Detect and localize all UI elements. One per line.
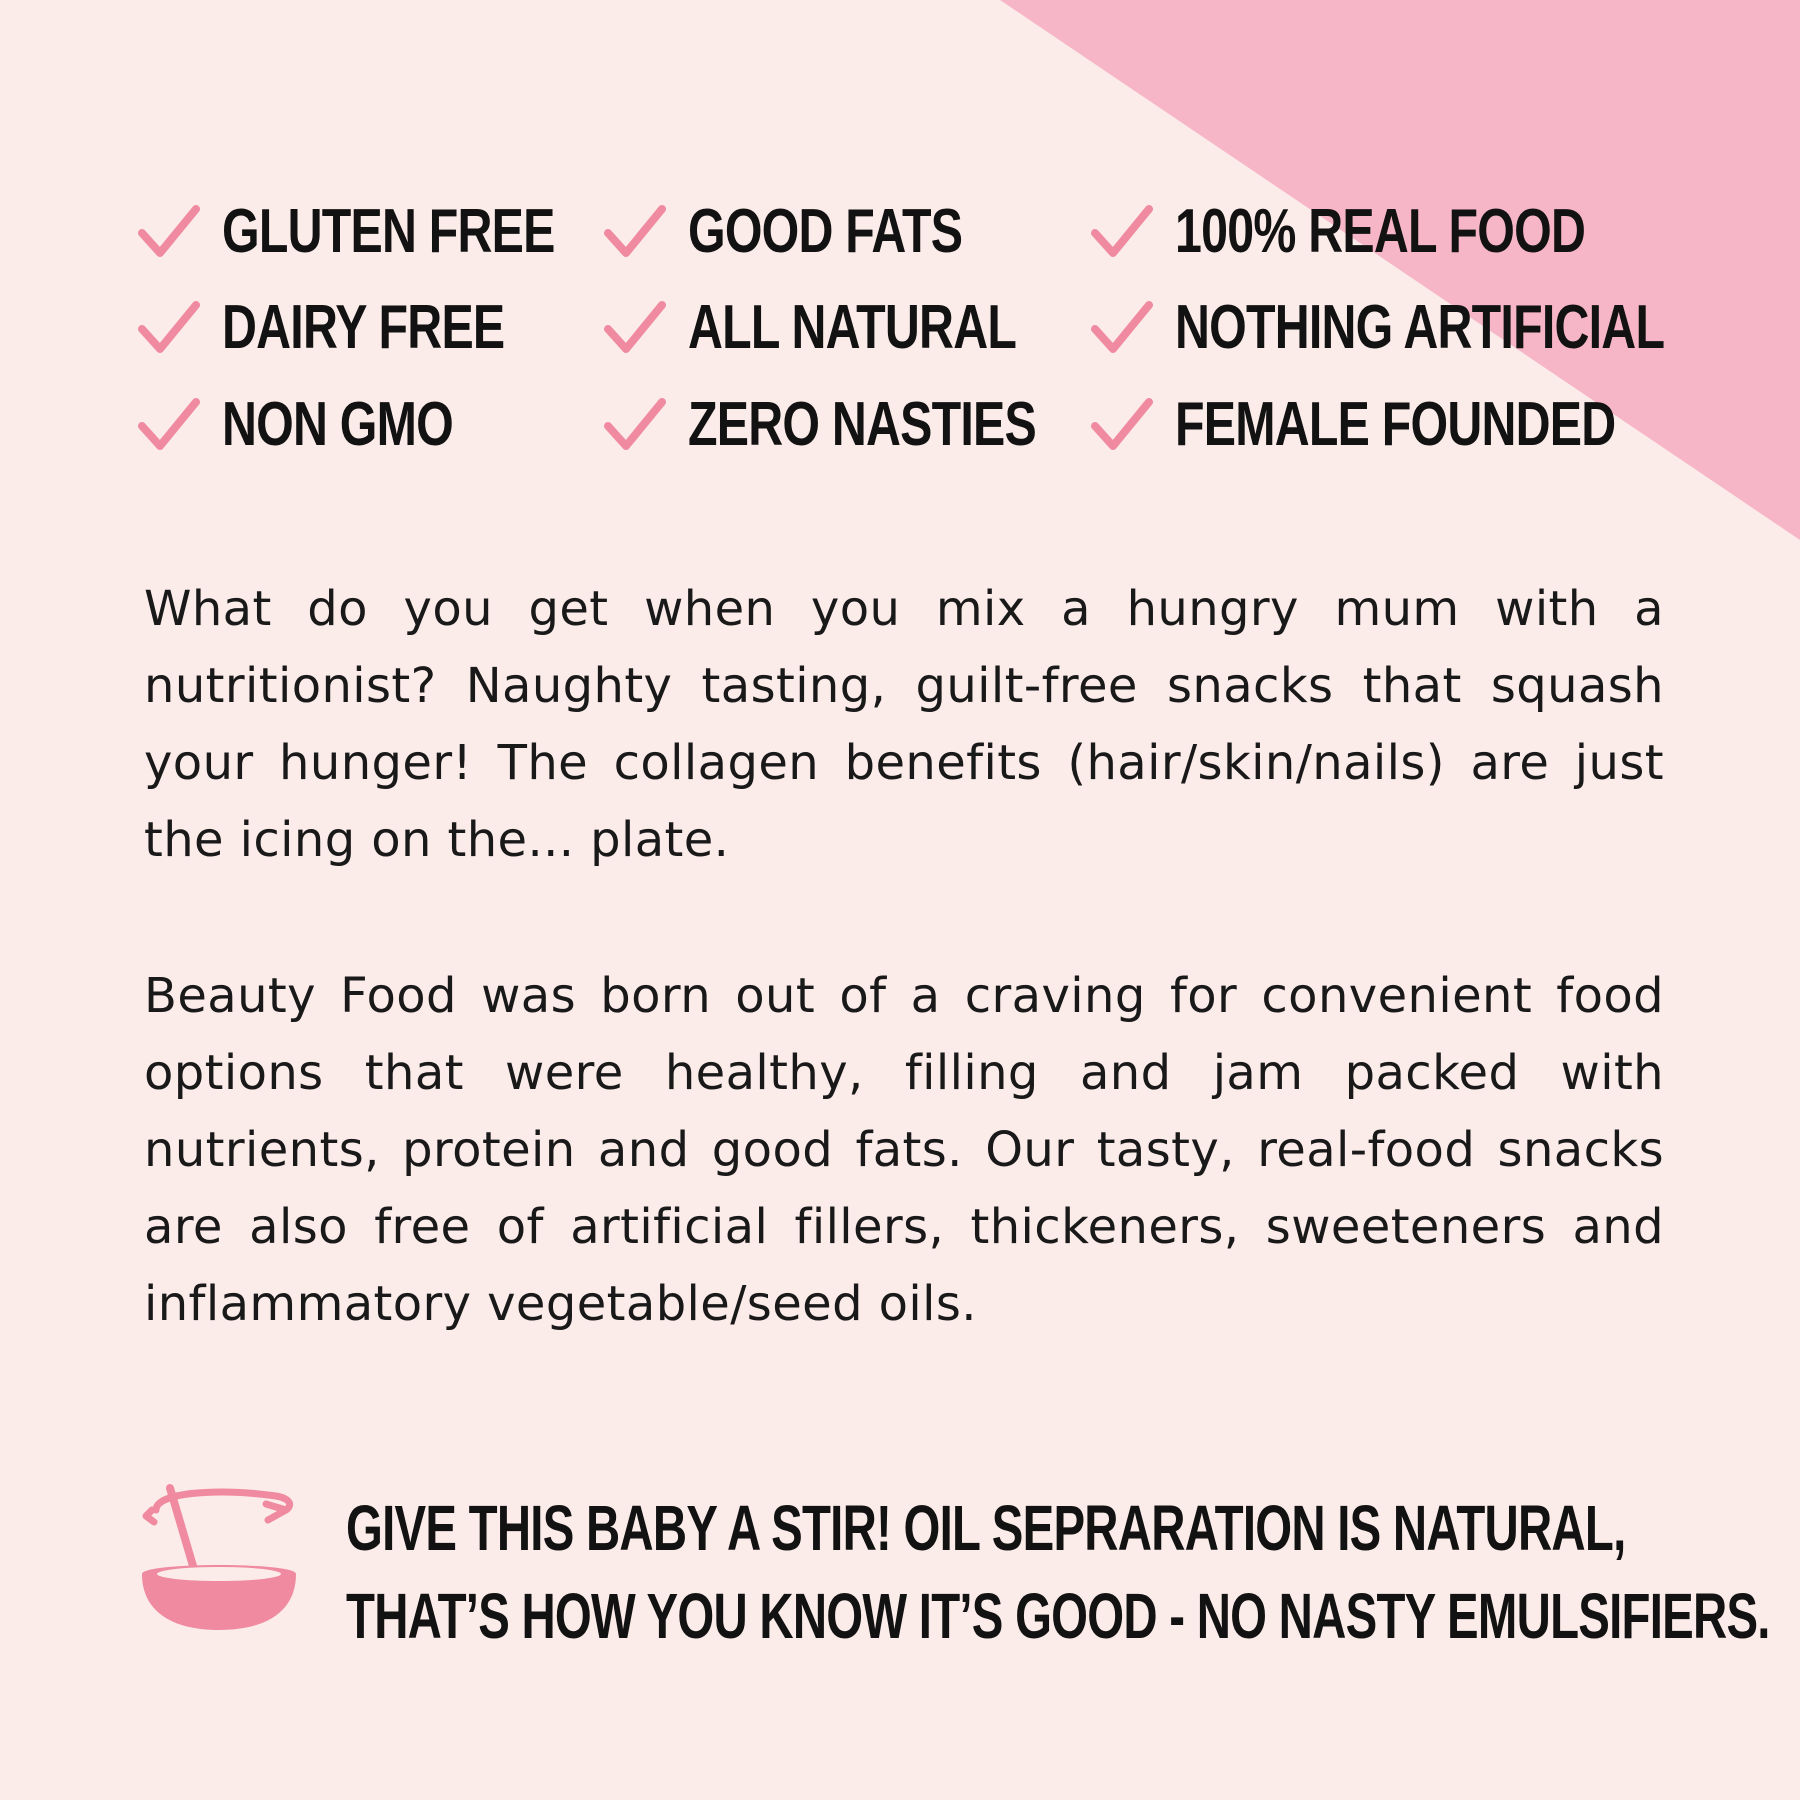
feature-item (1091, 284, 1800, 372)
check-icon (138, 396, 200, 454)
feature-item (138, 284, 584, 372)
feature-item (604, 188, 1040, 276)
stir-note (346, 1484, 1770, 1660)
stir-note-line: GIVE THIS BABY A STIR! OIL SEPRARATION IS NATURAL, (346, 1492, 1626, 1564)
check-icon (604, 203, 666, 261)
check-icon (1091, 299, 1153, 357)
check-icon (604, 396, 666, 454)
check-icon (604, 299, 666, 357)
feature-label: ZERO NASTIES (688, 390, 1037, 459)
feature-item (1091, 188, 1701, 276)
check-icon (1091, 396, 1153, 454)
feature-label: ALL NATURAL (688, 293, 1017, 362)
feature-label: 100% REAL FOOD (1175, 197, 1586, 266)
feature-label: GLUTEN FREE (222, 197, 555, 266)
intro-paragraph: What do you get when you mix a hungry mum with a nutritionist? Naughty tasting, guilt-free snacks that squash your hunger! The collagen benefits (hair/skin/nails) are just the icing on the... plate. (144, 581, 1664, 868)
feature-item (604, 284, 1109, 372)
brand-story-paragraph: Beauty Food was born out of a craving for convenient food options that were healthy, filling and jam packed with nutrients, protein and good fats. Our tasty, real-food snacks are also free of artificial fillers, thickeners, sweeteners and inflammatory vegetable/seed oils. (144, 968, 1664, 1332)
feature-item (604, 381, 1134, 469)
check-icon (138, 299, 200, 357)
feature-label: NOTHING ARTIFICIAL (1175, 293, 1665, 362)
check-icon (138, 203, 200, 261)
feature-label: NON GMO (222, 390, 453, 459)
feature-label: DAIRY FREE (222, 293, 505, 362)
feature-list (138, 188, 1698, 488)
feature-label: FEMALE FOUNDED (1175, 390, 1616, 459)
feature-item (1091, 381, 1740, 469)
feature-item (138, 188, 648, 276)
stir-note-line: THAT’S HOW YOU KNOW IT’S GOOD - NO NASTY EMULSIFIERS. (346, 1580, 1770, 1652)
feature-label: GOOD FATS (688, 197, 963, 266)
check-icon (1091, 203, 1153, 261)
stirring-bowl-icon (138, 1480, 300, 1640)
feature-item (138, 381, 518, 469)
